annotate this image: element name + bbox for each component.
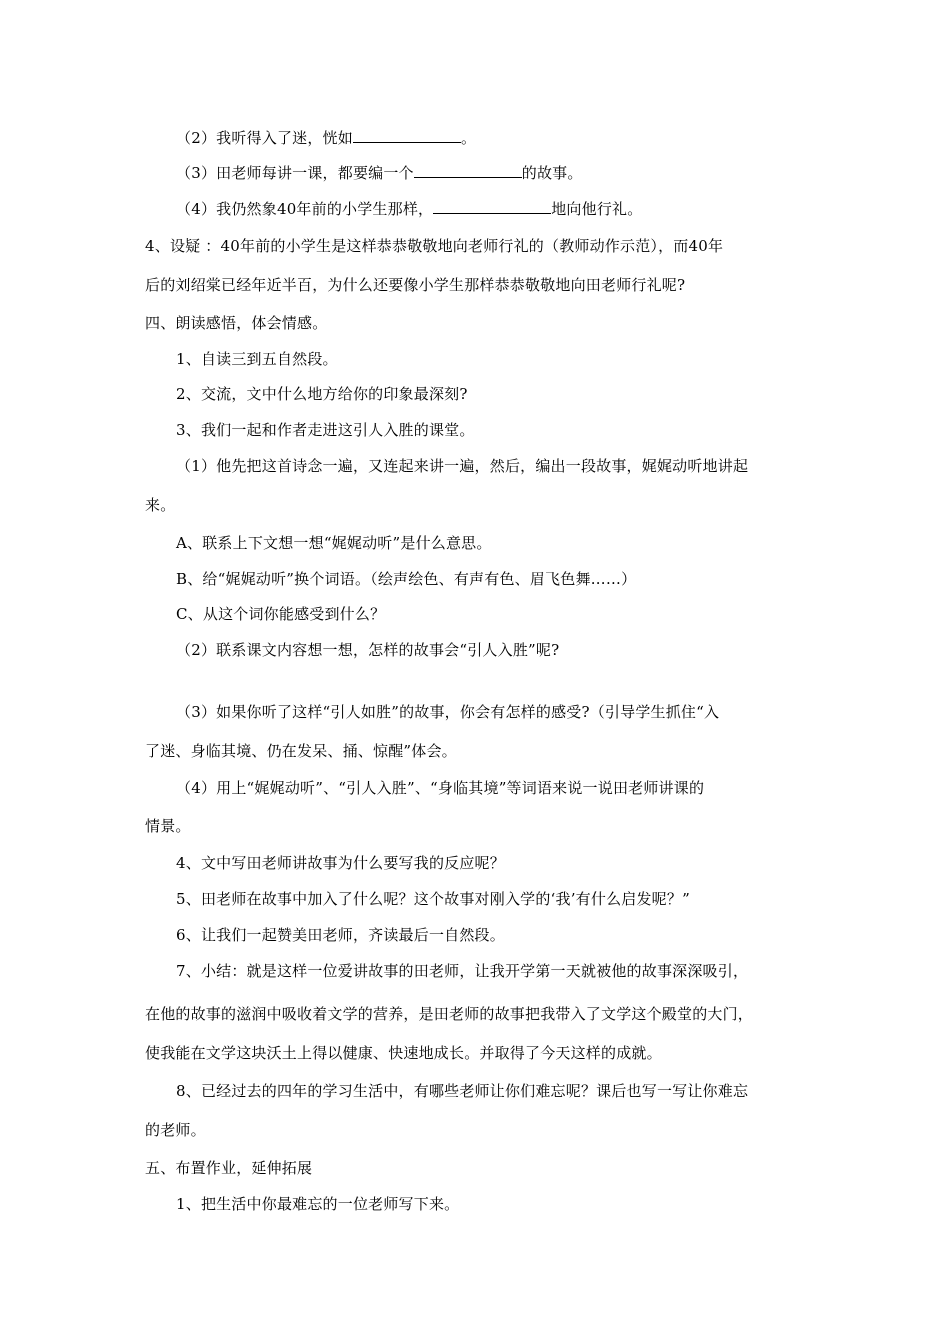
item-text-end: 。 [460, 129, 477, 147]
list-item: 5、田老师在故事中加入了什么呢？这个故事对刚入学的‘我’有什么启发呢？” [176, 890, 690, 908]
list-item: 1、自读三到五自然段。 [176, 350, 338, 368]
list-item: 6、让我们一起赞美田老师，齐读最后一自然段。 [176, 926, 505, 944]
section-heading: 四、朗读感悟，体会情感。 [145, 314, 328, 332]
list-item: 7、小结：就是这样一位爱讲故事的田老师，让我开学第一天就被他的故事深深吸引， [176, 962, 749, 980]
answer-blank[interactable] [414, 163, 522, 178]
item-text: （3）田老师每讲一课，都要编一个 [176, 164, 414, 182]
fill-blank-item-2 [176, 128, 476, 148]
list-item: （1）他先把这首诗念一遍，又连起来讲一遍，然后，编出一段故事，娓娓动听地讲起 [176, 457, 749, 475]
list-item: A、联系上下文想一想“娓娓动听”是什么意思。 [176, 534, 492, 552]
paragraph-line: 4、设疑 ：40年前的小学生是这样恭恭敬敬地向老师行礼的（教师动作示范），而40年 [145, 237, 724, 255]
paragraph-line: 的老师。 [145, 1121, 206, 1139]
list-item: （3）如果你听了这样“引人如胜”的故事，你会有怎样的感受?（引导学生抓住“入 [176, 703, 720, 721]
paragraph-line: 后的刘绍棠已经年近半百，为什么还要像小学生那样恭恭敬敬地向田老师行礼呢? [145, 276, 686, 294]
list-item: 2、交流，文中什么地方给你的印象最深刻? [176, 385, 468, 403]
list-item: （2）联系课文内容想一想，怎样的故事会“引人入胜”呢? [176, 641, 560, 659]
paragraph-line: 来。 [145, 496, 176, 514]
paragraph-line: 情景。 [145, 817, 191, 835]
list-item: 3、我们一起和作者走进这引人入胜的课堂。 [176, 421, 475, 439]
paragraph-line: 了迷、身临其境、仍在发呆、捅、惊醒”体会。 [145, 742, 457, 760]
list-item: 1、把生活中你最难忘的一位老师写下来。 [176, 1195, 460, 1213]
section-heading: 五、布置作业，延伸拓展 [145, 1159, 313, 1177]
item-text-end: 的故事。 [521, 164, 583, 182]
fill-blank-item-3 [176, 163, 583, 183]
item-text: （2）我听得入了迷，恍如 [176, 129, 353, 147]
fill-blank-item-4 [176, 199, 642, 219]
answer-blank[interactable] [433, 199, 551, 214]
item-text: （4）我仍然象40年前的小学生那样， [176, 200, 434, 218]
list-item: 4、文中写田老师讲故事为什么要写我的反应呢？ [176, 854, 505, 872]
list-item: （4）用上“娓娓动听”、“引人入胜”、“身临其境”等词语来说一说田老师讲课的 [176, 779, 705, 797]
item-text-end: 地向他行礼。 [551, 200, 643, 218]
paragraph-line: 使我能在文学这块沃土上得以健康、快速地成长。并取得了今天这样的成就。 [145, 1044, 662, 1062]
answer-blank[interactable] [353, 128, 461, 143]
list-item: 8、已经过去的四年的学习生活中，有哪些老师让你们难忘呢？课后也写一写让你难忘 [176, 1082, 749, 1100]
paragraph-line: 在他的故事的滋润中吸收着文学的营养，是田老师的故事把我带入了文学这个殿堂的大门， [145, 1005, 754, 1023]
list-item: C、从这个词你能感受到什么？ [176, 605, 386, 623]
list-item: B、给“娓娓动听”换个词语。（绘声绘色、有声有色、眉飞色舞……） [176, 570, 637, 588]
